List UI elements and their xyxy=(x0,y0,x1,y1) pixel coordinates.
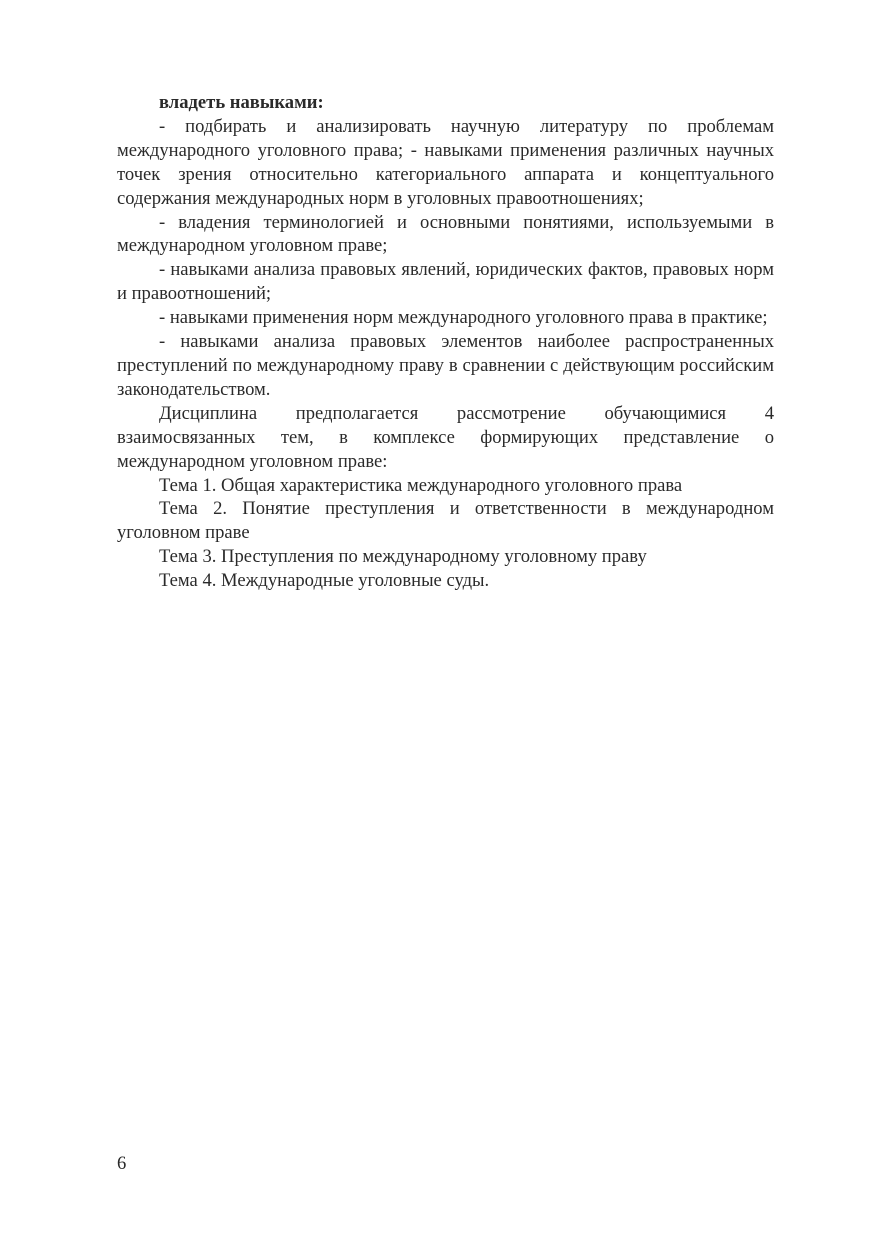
paragraph-crime-analysis: - навыками анализа правовых элементов наиболее распространенных преступлений по международному праву в сравнении с действующим российским законодательством. xyxy=(117,331,774,400)
paragraph-discipline-intro: Дисциплина предполагается рассмотрение обучающимися 4 взаимосвязанных тем, в комплексе формирующих представление о международном уголовном праве: xyxy=(117,402,774,472)
paragraph-literature-skills: - подбирать и анализировать научную литературу по проблемам международного уголовного права; - навыками применения различных научных точек зрения относительно категориального аппарата и концептуального содержания международных норм в уголовных правоотношениях; xyxy=(117,115,774,209)
page-number: 6 xyxy=(117,1153,127,1174)
topic-item-1: Тема 1. Общая характеристика международного уголовного права xyxy=(159,474,683,496)
topic-item-4: Тема 4. Международные уголовные суды. xyxy=(159,570,490,592)
section-heading: владеть навыками: xyxy=(159,92,324,113)
paragraph-terminology: - владения терминологией и основными понятиями, используемыми в международном уголовном праве; xyxy=(117,211,774,257)
paragraph-legal-analysis: - навыками анализа правовых явлений, юридических фактов, правовых норм и правоотношений; xyxy=(117,259,774,305)
topic-item-2: Тема 2. Понятие преступления и ответственности в международном уголовном праве xyxy=(117,498,774,544)
topic-item-3: Тема 3. Преступления по международному уголовному праву xyxy=(159,546,647,568)
document-body xyxy=(117,91,774,593)
paragraph-norm-application: - навыками применения норм международного уголовного права в практике; xyxy=(159,307,768,329)
